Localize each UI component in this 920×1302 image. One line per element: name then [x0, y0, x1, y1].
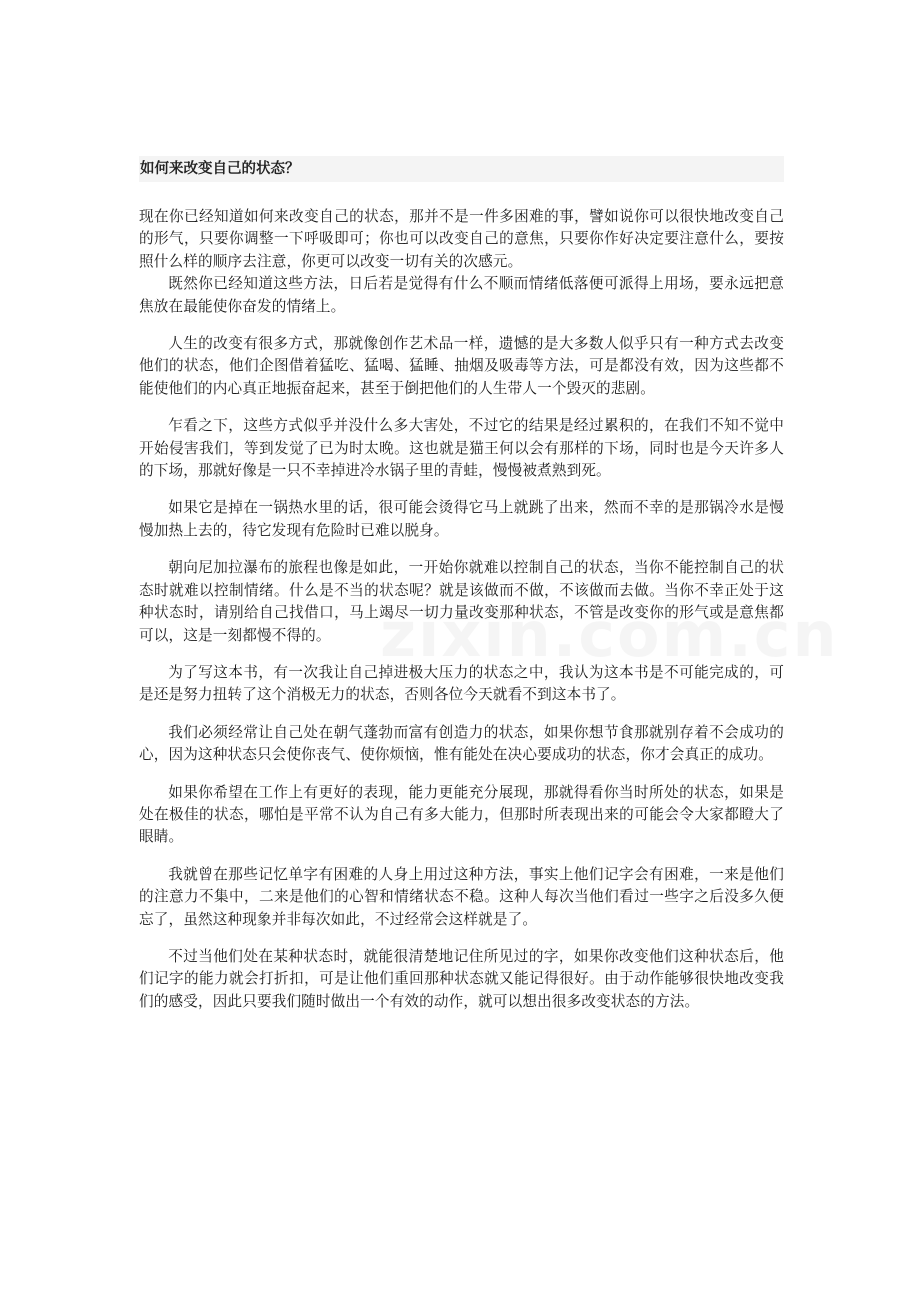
paragraph-2: 既然你已经知道这些方法，日后若是觉得有什么不顺而情绪低落便可派得上用场，要永远把意焦放在最能使你奋发的情绪上。	[139, 275, 784, 315]
paragraph-9: 如果你希望在工作上有更好的表现，能力更能充分展现，那就得看你当时所处的状态，如果是处在极佳的状态，哪怕是平常不认为自己有多大能力，但那时所表现出来的可能会令大家都瞪大了眼睛。	[139, 783, 784, 846]
paragraph-7: 为了写这本书，有一次我让自己掉进极大压力的状态之中，我认为这本书是不可能完成的，可是还是努力扭转了这个消极无力的状态，否则各位今天就看不到这本书了。	[139, 663, 784, 704]
paragraph-4: 乍看之下，这些方式似乎并没什么多大害处，不过它的结果是经过累积的，在我们不知不觉中开始侵害我们，等到发觉了已为时太晚。这也就是猫王何以会有那样的下场，同时也是今天许多人的下场，那就好像是一只不幸掉进冷水锅子里的青蛙，慢慢被煮熟到死。	[139, 417, 784, 480]
paragraph-11: 不过当他们处在某种状态时，就能很清楚地记住所见过的字，如果你改变他们这种状态后，他们记字的能力就会打折扣，可是让他们重回那种状态就又能记得很好。由于动作能够很快地改变我们的感受，因此只要我们随时做出一个有效的动作，就可以想出很多改变状态的方法。	[139, 947, 784, 1010]
paragraph-8: 我们必须经常让自己处在朝气蓬勃而富有创造力的状态，如果你想节食那就别存着不会成功的心，因为这种状态只会使你丧气、使你烦恼，惟有能处在决心要成功的状态，你才会真正的成功。	[139, 723, 784, 764]
paragraph-10: 我就曾在那些记忆单字有困难的人身上用过这种方法，事实上他们记字会有困难，一来是他们的注意力不集中，二来是他们的心智和情绪状态不稳。这种人每次当他们看过一些字之后没多久便忘了，虽然这种现象并非每次如此，不过经常会这样就是了。	[139, 865, 784, 928]
paragraph-6: 朝向尼加拉瀑布的旅程也像是如此，一开始你就难以控制自己的状态，当你不能控制自己的状态时就难以控制情绪。什么是不当的状态呢？就是该做而不做，不该做而去做。当你不幸正处于这种状态时，请别给自己找借口，马上竭尽一切力量改变那种状态，不管是改变你的形气或是意焦都可以，这是一刻都慢不得的。	[139, 559, 784, 644]
paragraph-1: 现在你已经知道如何来改变自己的状态，那并不是一件多困难的事，譬如说你可以很快地改变自己的形气，只要你调整一下呼吸即可；你也可以改变自己的意焦，只要你作好决定要注意什么，要按照什么样的顺序去注意，你更可以改变一切有关的次感元。	[139, 208, 784, 270]
document-body	[139, 206, 784, 1013]
document-page	[139, 156, 784, 1013]
document-title: 如何来改变自己的状态？	[139, 156, 784, 182]
paragraph-3: 人生的改变有很多方式，那就像创作艺术品一样，遗憾的是大多数人似乎只有一种方式去改变他们的状态，他们企图借着猛吃、猛喝、猛睡、抽烟及吸毒等方法，可是都没有效，因为这些都不能使他们的内心真正地振奋起来，甚至于倒把他们的人生带人一个毁灭的悲剧。	[139, 335, 784, 397]
paragraph-5: 如果它是掉在一锅热水里的话，很可能会烫得它马上就跳了出来，然而不幸的是那锅冷水是慢慢加热上去的，待它发现有危险时已难以脱身。	[139, 499, 784, 539]
